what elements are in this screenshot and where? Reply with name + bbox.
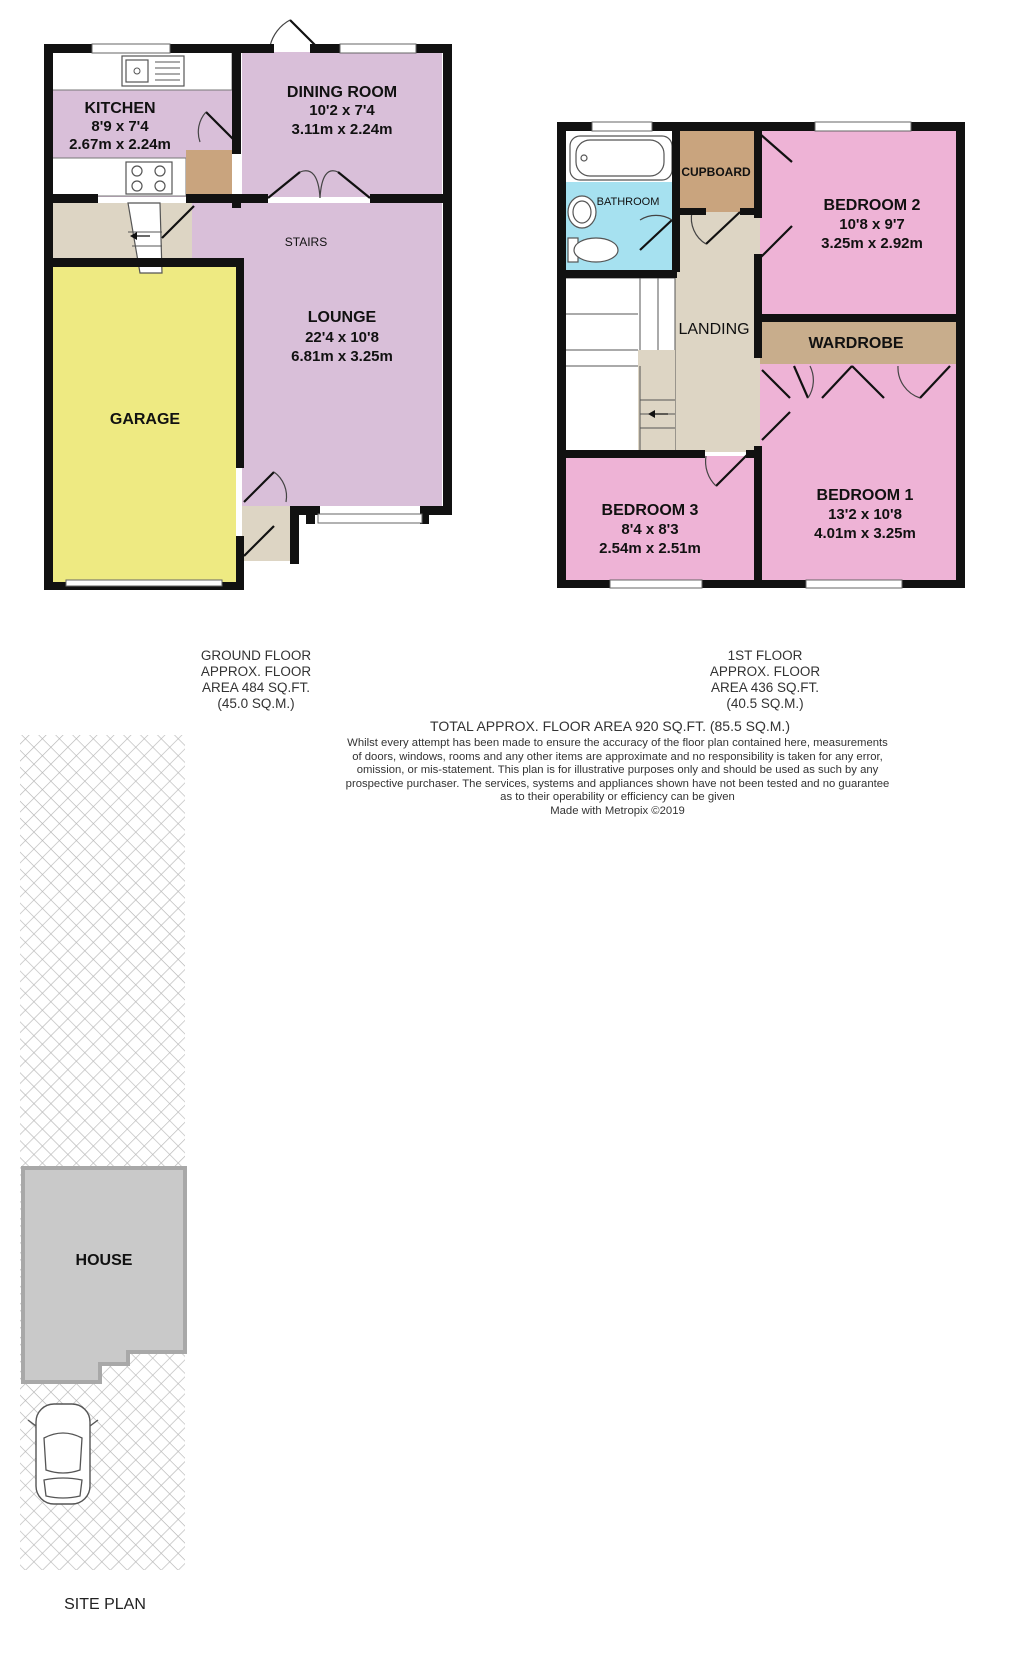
garage-door: [66, 580, 222, 586]
first-area-line-4: (40.5 SQ.M.): [726, 696, 804, 711]
first-area-line-3: AREA 436 SQ.FT.: [710, 680, 820, 695]
garage-name: GARAGE: [109, 411, 181, 428]
bedroom-2-metric: 3.25m x 2.92m: [821, 235, 923, 252]
hall-area: [52, 203, 192, 259]
stairs-label: STAIRS: [284, 235, 328, 249]
cupboard-label: CUPBOARD: [681, 165, 751, 179]
lounge-window: [318, 514, 422, 523]
lounge-imperial: 22'4 x 10'8: [305, 329, 379, 346]
bedroom-3-window: [610, 580, 702, 588]
dining-room-name: DINING ROOM: [286, 84, 398, 101]
ground-floor-area: [176, 648, 336, 712]
kitchen-imperial: 8'9 x 7'4: [91, 118, 149, 135]
lounge-metric: 6.81m x 3.25m: [291, 348, 393, 365]
ground-area-line-1: GROUND FLOOR: [200, 648, 312, 663]
bath-icon: [570, 136, 672, 180]
ground-area-line-2: APPROX. FLOOR: [200, 664, 312, 679]
landing-label: LANDING: [678, 321, 750, 338]
disclaimer-line-3: omission, or mis-statement. This plan is for illustrative purposes only and should be used as such by any: [356, 764, 879, 776]
first-area-line-2: APPROX. FLOOR: [709, 664, 821, 679]
kitchen-metric: 2.67m x 2.24m: [69, 136, 171, 153]
disclaimer-line-1: Whilst every attempt has been made to ensure the accuracy of the floor plan contained here, measurements: [347, 737, 888, 749]
total-floor-area: TOTAL APPROX. FLOOR AREA 920 SQ.FT. (85.5 SQ.M.): [430, 718, 790, 734]
disclaimer-line-5: as to their operability or efficiency can be given: [500, 791, 735, 803]
bedroom-3-metric: 2.54m x 2.51m: [599, 540, 701, 557]
sink-icon: [122, 56, 184, 86]
dining-window: [340, 44, 416, 53]
ground-area-line-4: (45.0 SQ.M.): [217, 696, 295, 711]
lounge-name: LOUNGE: [307, 309, 377, 326]
bathroom-window: [592, 122, 652, 131]
kitchen-name: KITCHEN: [84, 100, 156, 117]
bedroom-3-imperial: 8'4 x 8'3: [621, 521, 679, 538]
site-house-outline: [23, 1168, 185, 1382]
kitchen-window: [92, 44, 170, 53]
ground-cupboard: [186, 150, 232, 196]
bedroom-2-name: BEDROOM 2: [823, 197, 921, 214]
bedroom-1-imperial: 13'2 x 10'8: [828, 506, 902, 523]
disclaimer: [300, 737, 935, 818]
bedroom-2-imperial: 10'8 x 9'7: [839, 216, 905, 233]
bedroom-2-window: [815, 122, 911, 131]
first-area-line-1: 1ST FLOOR: [727, 648, 803, 663]
dining-room-metric: 3.11m x 2.24m: [291, 121, 393, 138]
bedroom-1-window: [806, 580, 902, 588]
wardrobe-label: WARDROBE: [808, 335, 904, 352]
hob-icon: [126, 162, 172, 194]
toilet-icon: [568, 238, 618, 262]
ground-area-line-3: AREA 484 SQ.FT.: [201, 680, 311, 695]
bedroom-1-metric: 4.01m x 3.25m: [814, 525, 916, 542]
dining-room-imperial: 10'2 x 7'4: [309, 102, 375, 119]
bedroom-1-name: BEDROOM 1: [816, 487, 914, 504]
bedroom-3-name: BEDROOM 3: [601, 502, 699, 519]
car-icon: [28, 1404, 98, 1504]
site-house-label: HOUSE: [75, 1252, 133, 1269]
ground-floor-plan: [44, 20, 452, 590]
basin-icon: [568, 196, 596, 228]
disclaimer-line-2: of doors, windows, rooms and any other items are approximate and no responsibility is taken for any error,: [352, 750, 883, 763]
first-floor-area: [685, 648, 845, 712]
stairs-landing-step: [638, 350, 675, 452]
first-floor-plan: [557, 122, 965, 588]
disclaimer-line-6: Made with Metropix ©2019: [550, 804, 685, 817]
disclaimer-line-4: prospective purchaser. The services, systems and appliances shown have not been tested and no guarantee: [345, 777, 890, 790]
site-plan-title: SITE PLAN: [64, 1596, 146, 1613]
bathroom-label: BATHROOM: [596, 196, 660, 208]
site-plan: [20, 735, 185, 1570]
